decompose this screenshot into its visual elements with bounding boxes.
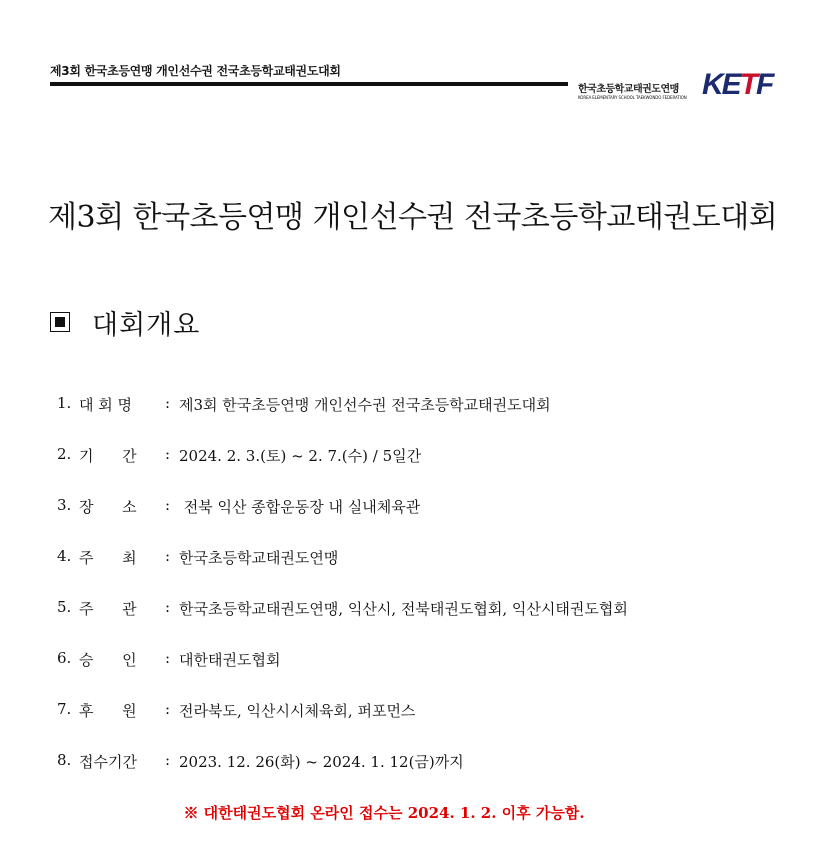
- item-colon: :: [165, 445, 171, 463]
- item-value: 한국초등학교태권도연맹, 익산시, 전북태권도협회, 익산시태권도협회: [179, 600, 628, 618]
- item-label: 대 회 명: [79, 396, 133, 414]
- federation-logo: [574, 66, 784, 106]
- item-label: 주 관: [79, 600, 137, 618]
- item-number: 3.: [57, 496, 72, 514]
- item-label: 후 원: [79, 702, 137, 720]
- item-colon: :: [165, 547, 171, 565]
- item-colon: :: [165, 751, 171, 769]
- item-value: 대한태권도협회: [179, 651, 281, 669]
- section-heading: [50, 305, 200, 339]
- logo-mark-left: KE: [702, 68, 740, 101]
- overview-item: [57, 598, 817, 649]
- item-colon: :: [165, 649, 171, 667]
- logo-mark-right: F: [756, 68, 773, 101]
- overview-item: [57, 394, 817, 445]
- item-colon: :: [165, 496, 171, 514]
- item-value: 전북 익산 종합운동장 내 실내체육관: [179, 498, 421, 516]
- item-colon: :: [165, 598, 171, 616]
- item-label: 장 소: [79, 498, 137, 516]
- item-number: 6.: [57, 649, 72, 667]
- item-number: 4.: [57, 547, 72, 565]
- header-title: 제3회 한국초등연맹 개인선수권 전국초등학교태권도대회: [50, 64, 341, 78]
- overview-item: [57, 496, 817, 547]
- item-label: 승 인: [79, 651, 137, 669]
- item-colon: :: [165, 394, 171, 412]
- overview-list: [57, 394, 817, 802]
- ketf-logo-mark: [702, 68, 772, 102]
- item-value: 한국초등학교태권도연맹: [179, 549, 339, 567]
- item-colon: :: [165, 700, 171, 718]
- item-value: 전라북도, 익산시시체육회, 퍼포먼스: [179, 702, 416, 720]
- item-value: 2023. 12. 26(화) ~ 2024. 1. 12(금)까지: [179, 753, 464, 771]
- item-value: 제3회 한국초등연맹 개인선수권 전국초등학교태권도대회: [179, 396, 551, 414]
- document-title: 제3회 한국초등연맹 개인선수권 전국초등학교태권도대회: [48, 200, 778, 235]
- overview-item: [57, 547, 817, 598]
- header-divider: [50, 82, 568, 86]
- overview-item: [57, 751, 817, 802]
- item-number: 8.: [57, 751, 72, 769]
- item-number: 1.: [57, 394, 72, 412]
- item-number: 5.: [57, 598, 72, 616]
- item-value: 2024. 2. 3.(토) ~ 2. 7.(수) / 5일간: [179, 447, 422, 465]
- logo-org-name-en: KOREA ELEMENTARY SCHOOL TAEKWONDO FEDERATION: [578, 95, 687, 100]
- section-title: 대회개요: [92, 309, 201, 341]
- item-label: 기 간: [79, 447, 137, 465]
- filled-square-in-box-icon: [50, 312, 70, 332]
- item-label: 접수기간: [79, 753, 137, 771]
- overview-item: [57, 700, 817, 751]
- logo-mark-accent: T: [739, 68, 757, 101]
- logo-org-name-kr: 한국초등학교태권도연맹: [578, 84, 679, 95]
- overview-item: [57, 649, 817, 700]
- item-number: 2.: [57, 445, 72, 463]
- item-number: 7.: [57, 700, 72, 718]
- registration-notice: ※ 대한태권도협회 온라인 접수는 2024. 1. 2. 이후 가능함.: [183, 804, 585, 822]
- overview-item: [57, 445, 817, 496]
- item-label: 주 최: [79, 549, 137, 567]
